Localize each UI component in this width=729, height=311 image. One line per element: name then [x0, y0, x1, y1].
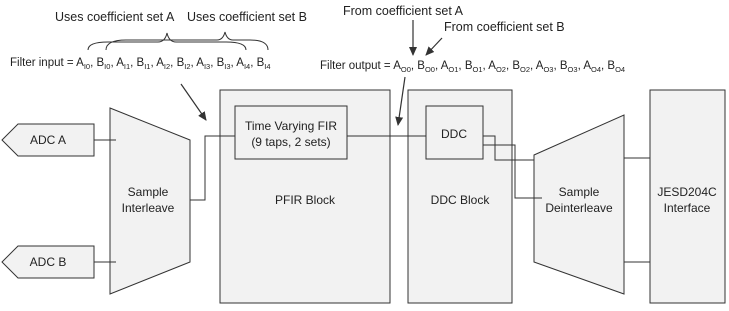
sample-separator: ,	[577, 60, 584, 72]
from-set-a-annotation: From coefficient set A	[343, 4, 463, 18]
set-b-annotation: Uses coefficient set B	[187, 10, 307, 24]
sample-separator: ,	[601, 60, 608, 72]
sample-term: A	[440, 60, 449, 72]
sample-subscript: I1	[144, 62, 151, 71]
sample-separator: ,	[110, 57, 117, 69]
ddc-block-label: DDC Block	[430, 193, 490, 207]
sample-term: B	[607, 60, 616, 72]
filter-output-sequence	[320, 60, 625, 74]
filter-input-prefix: Filter input =	[10, 57, 77, 69]
sample-deinterleave-block	[534, 115, 624, 294]
sample-separator: ,	[434, 60, 441, 72]
fir-label-line1: Time Varying FIR	[244, 119, 338, 133]
sample-term: A	[488, 60, 496, 72]
brace-set-b	[106, 32, 268, 50]
sample-subscript: O0	[424, 65, 435, 74]
sample-separator: ,	[553, 60, 560, 72]
sample-subscript: O1	[448, 65, 459, 74]
sample-separator: ,	[505, 60, 513, 72]
jesd-label-line2: Interface	[663, 201, 711, 215]
adc-b-label: ADC B	[29, 255, 67, 269]
from-set-b-annotation: From coefficient set B	[444, 20, 565, 34]
sample-term: A	[535, 60, 544, 72]
sample-separator: ,	[90, 57, 97, 69]
sample-interleave-block	[110, 108, 190, 294]
pfir-label: PFIR Block	[274, 193, 336, 207]
sample-separator: ,	[482, 60, 489, 72]
sample-term: A	[236, 57, 244, 69]
sample-term: B	[559, 60, 568, 72]
sample-term: B	[464, 60, 473, 72]
adc-a-block	[2, 124, 94, 156]
interleave-label-line2: Interleave	[121, 201, 175, 215]
sample-term: A	[583, 60, 591, 72]
sample-term: A	[76, 57, 84, 69]
sample-subscript: I1	[123, 62, 131, 71]
sample-subscript: O2	[495, 65, 506, 74]
sample-subscript: I3	[224, 62, 231, 71]
sample-subscript: O2	[520, 65, 531, 74]
arrow-filter-input-to-pfir	[181, 84, 206, 120]
sample-subscript: I3	[203, 62, 211, 71]
sample-subscript: O3	[543, 65, 554, 74]
sample-subscript: O0	[400, 65, 411, 74]
sample-subscript: O4	[591, 65, 602, 74]
sample-term: B	[417, 60, 425, 72]
sample-separator: ,	[250, 57, 257, 69]
sample-subscript: O1	[472, 65, 483, 74]
ddc-inner-label: DDC	[441, 127, 467, 141]
sample-term: B	[216, 57, 225, 69]
interleave-label-line1: Sample	[127, 185, 169, 199]
sample-term: B	[136, 57, 145, 69]
sample-term: A	[116, 57, 124, 69]
sample-subscript: O4	[615, 65, 626, 74]
jesd-label-line1: JESD204C	[657, 185, 717, 199]
sample-subscript: O3	[567, 65, 578, 74]
filter-output-prefix: Filter output =	[320, 60, 394, 72]
arrow-from-set-b	[426, 38, 442, 55]
set-a-annotation: Uses coefficient set A	[55, 10, 175, 24]
sample-term: A	[393, 60, 401, 72]
sample-term: B	[512, 60, 521, 72]
sample-term: B	[96, 57, 105, 69]
sample-subscript: I4	[243, 62, 251, 71]
time-varying-fir-block	[235, 106, 347, 159]
deinterleave-label-line1: Sample	[558, 185, 600, 199]
sample-separator: ,	[230, 57, 237, 69]
sample-separator: ,	[458, 60, 465, 72]
sample-subscript: I0	[83, 62, 91, 71]
sample-term: A	[156, 57, 164, 69]
sample-separator: ,	[130, 57, 137, 69]
sample-term: A	[196, 57, 204, 69]
jesd204c-interface-block	[650, 90, 725, 303]
sample-separator: ,	[190, 57, 197, 69]
sample-separator: ,	[170, 57, 177, 69]
sample-separator: ,	[210, 57, 217, 69]
sample-separator: ,	[150, 57, 157, 69]
sample-subscript: I2	[184, 62, 191, 71]
arrow-filter-output-to-link	[398, 77, 405, 125]
filter-input-sequence	[10, 57, 271, 71]
sample-subscript: I4	[264, 62, 271, 71]
adc-a-label: ADC A	[29, 133, 67, 147]
sample-term: B	[176, 57, 185, 69]
sample-subscript: I2	[163, 62, 171, 71]
adc-b-block	[2, 246, 94, 278]
deinterleave-label-line2: Deinterleave	[545, 201, 613, 215]
sample-term: B	[256, 57, 265, 69]
sample-subscript: I0	[104, 62, 111, 71]
ddc-inner-block	[426, 106, 483, 159]
sample-separator: ,	[530, 60, 536, 72]
brace-set-a	[88, 33, 246, 50]
sample-separator: ,	[410, 60, 418, 72]
fir-label-line2: (9 taps, 2 sets)	[251, 135, 331, 149]
